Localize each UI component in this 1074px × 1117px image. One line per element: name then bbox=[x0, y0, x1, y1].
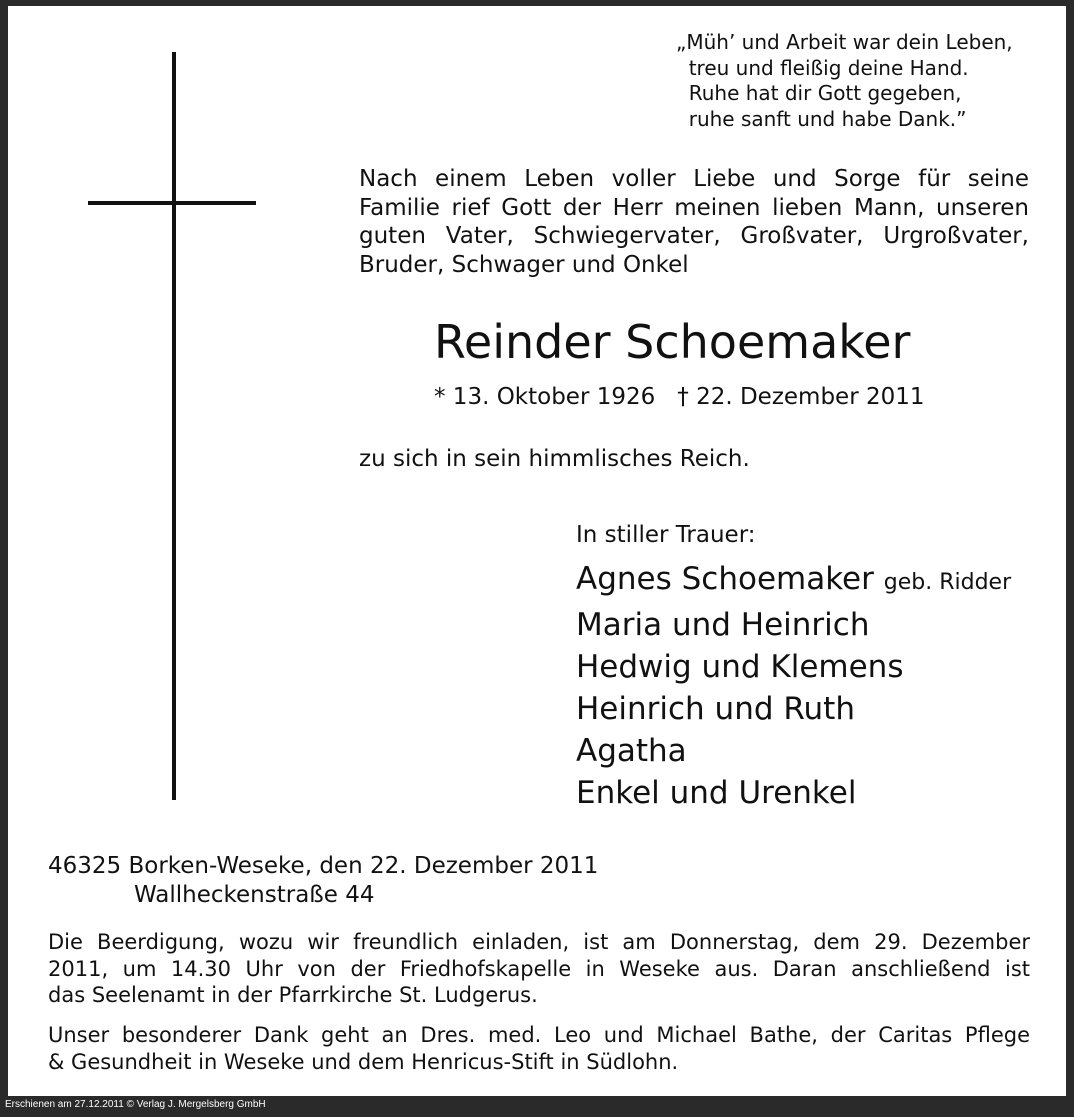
intro-line: guten Vater, Schwiegervater, Großvater, Urgroßvater, bbox=[359, 223, 1029, 249]
funeral-info bbox=[48, 929, 1030, 1009]
funeral-line: 2011, um 14.30 Uhr von der Friedhofskapelle in Weseke aus. Daran anschließend ist bbox=[48, 956, 1030, 981]
funeral-line: Die Beerdigung, wozu wir freundlich einladen, ist am Donnerstag, dem 29. Dezember bbox=[48, 930, 1030, 954]
intro-line: Nach einem Leben voller Liebe und Sorge für seine bbox=[359, 166, 1029, 192]
mourner-item bbox=[576, 604, 1011, 646]
quote-line: Ruhe hat dir Gott gegeben, bbox=[676, 81, 962, 105]
mourner-name: Agatha bbox=[576, 733, 687, 769]
street-address: Wallheckenstraße 44 bbox=[134, 882, 375, 908]
mourner-name: Agnes Schoemaker bbox=[576, 561, 874, 597]
thanks-line: Unser besonderer Dank geht an Dres. med. Leo und Michael Bathe, der Caritas Pflege bbox=[48, 1023, 1030, 1047]
memorial-quote bbox=[676, 30, 1056, 132]
thanks-info bbox=[48, 1022, 1030, 1075]
closing-text: zu sich in sein himmlisches Reich. bbox=[359, 446, 750, 472]
cross-horizontal-bar bbox=[88, 201, 256, 205]
obituary-notice bbox=[8, 6, 1066, 1096]
mourner-item bbox=[576, 730, 1011, 772]
intro-text bbox=[359, 165, 1029, 279]
mourner-name: Hedwig und Klemens bbox=[576, 649, 904, 685]
mourner-suffix: geb. Ridder bbox=[883, 570, 1012, 595]
mourners-list bbox=[576, 558, 1011, 814]
mourner-name: Enkel und Urenkel bbox=[576, 775, 857, 811]
mourner-name: Maria und Heinrich bbox=[576, 607, 870, 643]
mourner-item bbox=[576, 688, 1011, 730]
death-date: † 22. Dezember 2011 bbox=[677, 384, 925, 410]
publication-footer: Erschienen am 27.12.2011 © Verlag J. Mergelsberg GmbH bbox=[5, 1099, 266, 1110]
mourner-item bbox=[576, 772, 1011, 814]
birth-date: * 13. Oktober 1926 bbox=[434, 384, 656, 410]
funeral-line: das Seelenamt in der Pfarrkirche St. Ludgerus. bbox=[48, 983, 538, 1007]
place-and-date: 46325 Borken-Weseke, den 22. Dezember 2011 bbox=[48, 853, 599, 879]
quote-line: „Müh’ und Arbeit war dein Leben, bbox=[676, 30, 1013, 54]
thanks-line: & Gesundheit in Weseke und dem Henricus-Stift in Südlohn. bbox=[48, 1049, 679, 1074]
quote-line: ruhe sanft und habe Dank.” bbox=[676, 106, 967, 131]
quote-line: treu und fleißig deine Hand. bbox=[676, 55, 969, 80]
cross-vertical-bar bbox=[172, 52, 176, 800]
intro-line: Bruder, Schwager und Onkel bbox=[359, 251, 689, 278]
mourner-name: Heinrich und Ruth bbox=[576, 691, 855, 727]
mourner-item bbox=[576, 558, 1011, 604]
life-dates bbox=[434, 382, 925, 412]
mourner-item bbox=[576, 646, 1011, 688]
deceased-name: Reinder Schoemaker bbox=[434, 315, 911, 369]
intro-line: Familie rief Gott der Herr meinen lieben Mann, unseren bbox=[359, 194, 1029, 221]
mourning-label: In stiller Trauer: bbox=[576, 522, 756, 548]
